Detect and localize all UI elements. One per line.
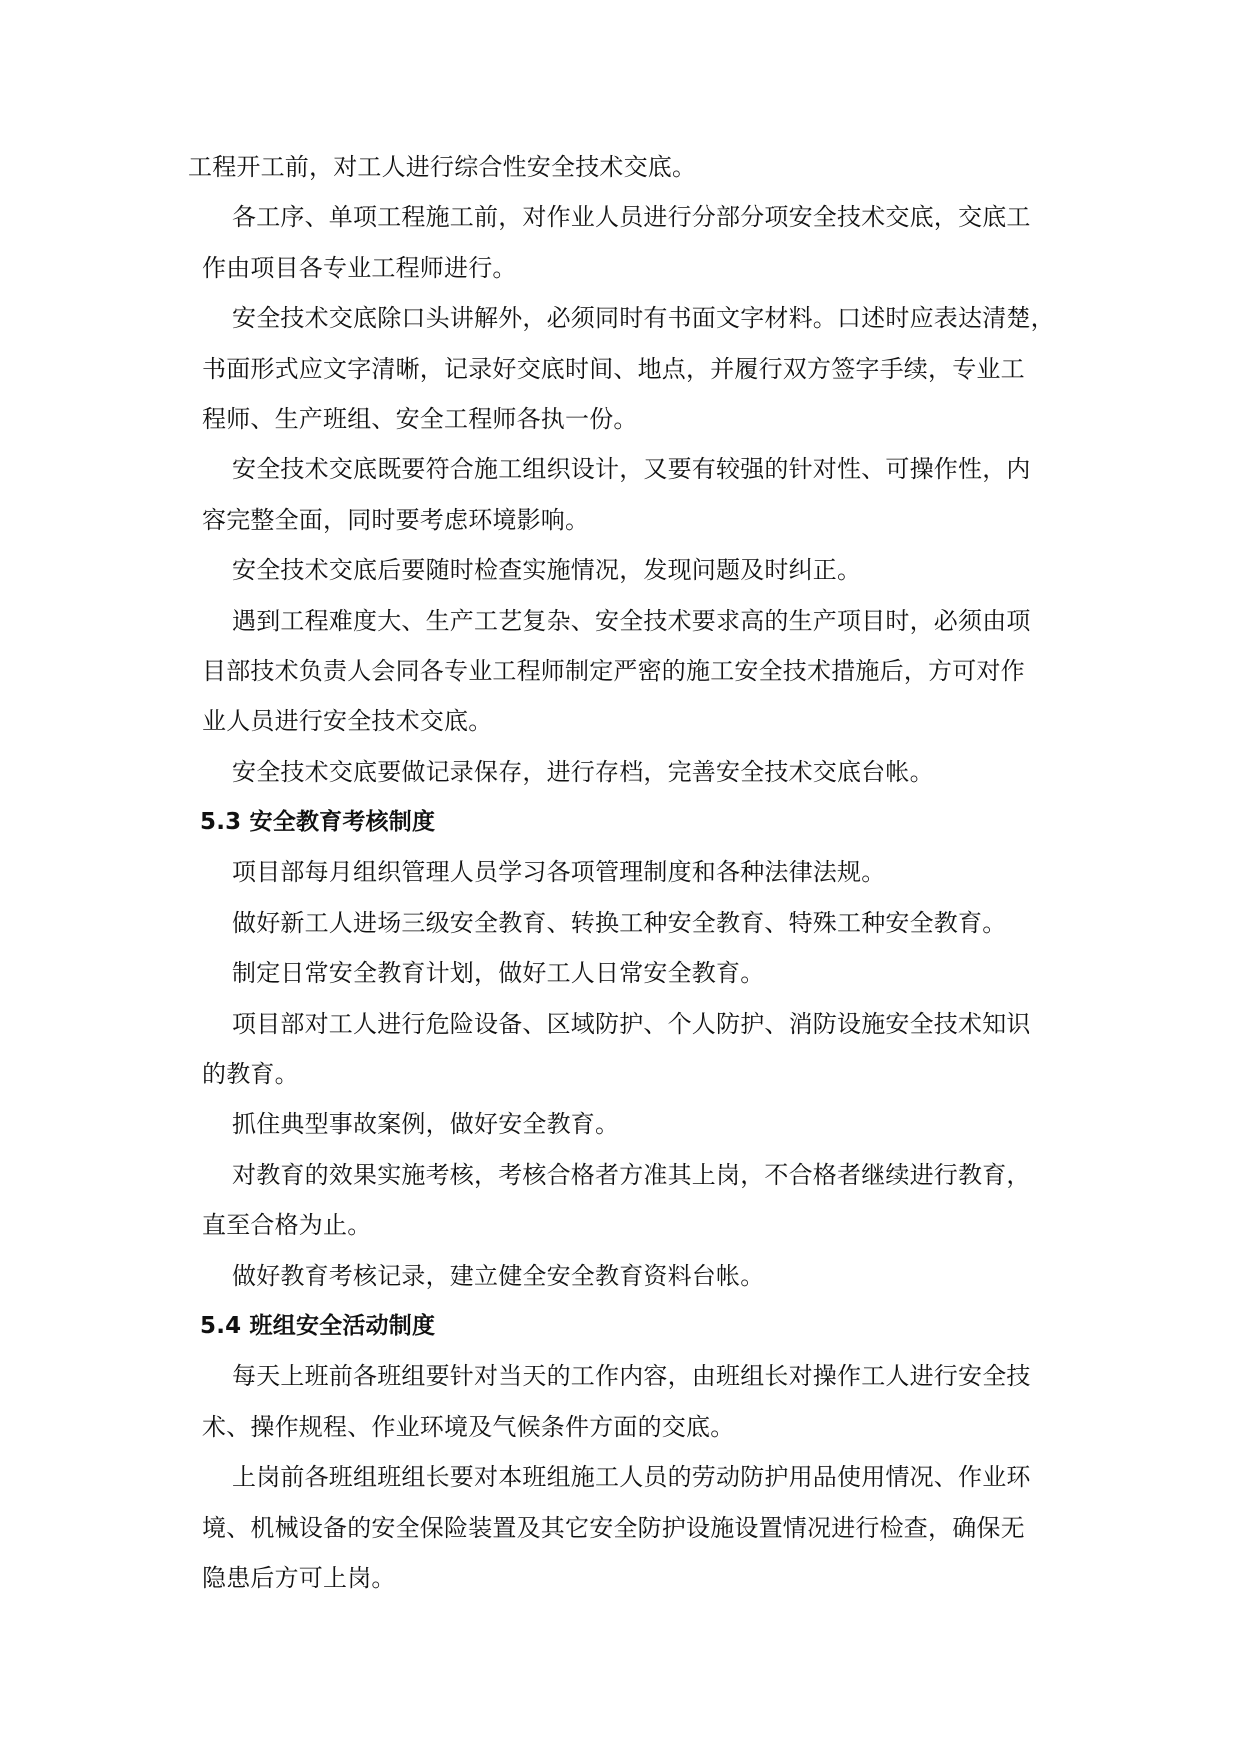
paragraph-start: 安全技术交底既要符合施工组织设计，又要有较强的针对性、可操作性，内 [232,455,1031,484]
paragraph-start: 制定日常安全教育计划，做好工人日常安全教育。 [232,959,765,988]
paragraph-start: 抓住典型事故案例，做好安全教育。 [232,1110,620,1139]
document-body [188,142,1060,1603]
text-line: 的教育。 [202,1060,299,1089]
text-line: 隐患后方可上岗。 [202,1563,396,1592]
text-line: 术、操作规程、作业环境及气候条件方面的交底。 [202,1412,735,1441]
paragraph-start: 安全技术交底后要随时检查实施情况，发现问题及时纠正。 [232,556,862,585]
text-line: 工程开工前，对工人进行综合性安全技术交底。 [188,153,697,181]
paragraph-start: 各工序、单项工程施工前，对作业人员进行分部分项安全技术交底，交底工 [232,203,1031,232]
paragraph-start: 安全技术交底除口头讲解外，必须同时有书面文字材料。口述时应表达清楚， [232,304,1055,333]
paragraph-start: 每天上班前各班组要针对当天的工作内容，由班组长对操作工人进行安全技 [232,1362,1031,1391]
text-line: 业人员进行安全技术交底。 [202,707,493,736]
paragraph-start: 项目部每月组织管理人员学习各项管理制度和各种法律法规。 [232,858,886,887]
paragraph-start: 做好教育考核记录，建立健全安全教育资料台帐。 [232,1261,765,1290]
text-line: 程师、生产班组、安全工程师各执一份。 [202,404,638,433]
paragraph-start: 做好新工人进场三级安全教育、转换工种安全教育、特殊工种安全教育。 [232,908,1007,937]
text-line: 目部技术负责人会同各专业工程师制定严密的施工安全技术措施后，方可对作 [202,656,1025,685]
paragraph-start: 项目部对工人进行危险设备、区域防护、个人防护、消防设施安全技术知识 [232,1009,1031,1038]
text-line: 直至合格为止。 [202,1211,372,1240]
section-heading: 5.3 安全教育考核制度 [200,809,436,836]
paragraph-start: 安全技术交底要做记录保存，进行存档，完善安全技术交底台帐。 [232,757,934,786]
text-line: 书面形式应文字清晰，记录好交底时间、地点，并履行双方签字手续，专业工 [202,354,1025,383]
section-heading: 5.4 班组安全活动制度 [200,1312,436,1339]
text-line: 境、机械设备的安全保险装置及其它安全防护设施设置情况进行检查，确保无 [202,1513,1025,1542]
paragraph-start: 上岗前各班组班组长要对本班组施工人员的劳动防护用品使用情况、作业环 [232,1463,1031,1492]
paragraph-start: 对教育的效果实施考核，考核合格者方准其上岗，不合格者继续进行教育， [232,1160,1031,1189]
paragraph-start: 遇到工程难度大、生产工艺复杂、安全技术要求高的生产项目时，必须由项 [232,606,1031,635]
text-line: 作由项目各专业工程师进行。 [202,253,517,282]
text-line: 容完整全面，同时要考虑环境影响。 [202,505,590,534]
